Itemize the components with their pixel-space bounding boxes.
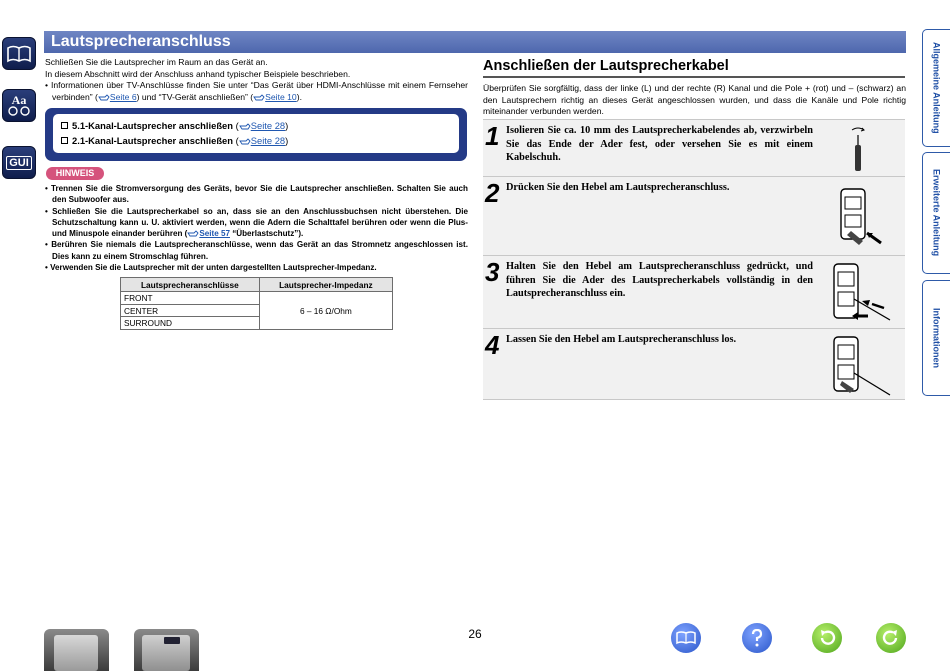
hinweis-text: Schließen Sie die Lautsprecherkabel so an, dass sie an den Anschlussbuchsen nicht überstehen. Die Schutzschaltung kann u. U. aktiviert werden, wenn die Adern die Schalttafel berühren oder wenn die Plus- und Minuspole einander berühren ( (52, 206, 468, 239)
terminal-press-icon (833, 183, 893, 249)
chapter-link-page[interactable]: Seite 28 (250, 120, 286, 131)
checkbox-icon (61, 137, 68, 144)
book-icon[interactable] (2, 37, 36, 70)
tab-allgemeine-anleitung[interactable] (922, 29, 950, 147)
chapter-link-box (45, 108, 467, 161)
link-seite-10[interactable]: Seite 10 (265, 91, 297, 102)
gui-label: GUI (6, 156, 32, 170)
table-header: Lautsprecheranschlüsse (121, 278, 260, 292)
table-cell: CENTER (121, 304, 260, 317)
back-icon (818, 629, 836, 647)
tab-erweiterte-anleitung[interactable] (922, 152, 950, 274)
table-header-row (121, 278, 393, 292)
hinweis-text: Berühren Sie niemals die Lautsprecheranschlüsse, wenn das Gerät an das Stromnetz angeschlossen ist. Dies kann zu einem Stromschlag führen. (51, 240, 468, 261)
hinweis-list (45, 183, 468, 273)
step-text: Isolieren Sie ca. 10 mm des Lautsprecherkabelendes ab, verzwirbeln Sie das Ende der Ader fest, oder versehen Sie es mit einem Kabelschuh. (506, 125, 813, 164)
hand-pointer-icon (98, 94, 110, 101)
back-button[interactable] (812, 623, 842, 653)
device-display-thumbnail[interactable] (134, 629, 199, 671)
step-text: Lassen Sie den Hebel am Lautsprecheranschluss los. (506, 334, 737, 345)
link-seite-6[interactable]: Seite 6 (109, 91, 137, 102)
section-intro: Überprüfen Sie sorgfältig, dass der linke (L) und der rechte (R) Kanal und die Pole + (rot) und – (schwarz) an den Lautsprechern richtig an dieses Gerät angeschlossen wurden, und dass die Kanäle und Pole richtig miteinander verbunden werden. (483, 83, 906, 117)
impedance-value: 6 – 16 Ω/Ohm (259, 292, 392, 330)
tab-informationen[interactable] (922, 280, 950, 396)
step-4 (483, 328, 905, 400)
checkbox-icon (61, 122, 68, 129)
tab-label: Erweiterte Anleitung (931, 169, 942, 257)
intro-line-1: Schließen Sie die Lautsprecher im Raum an das Gerät an. (45, 57, 268, 67)
help-button[interactable] (742, 623, 772, 653)
intro-bullet-text: Informationen über TV-Anschlüsse finden Sie unter “Das Gerät über HDMI-Anschlüsse mit einem Fernseher verbinden” ( (50, 80, 468, 102)
chapter-link-page[interactable]: Seite 28 (250, 134, 286, 146)
intro-text (45, 57, 468, 103)
table-cell: SURROUND (121, 317, 260, 330)
hand-pointer-icon (239, 138, 251, 145)
font-settings-label: Aa (11, 93, 27, 107)
step-text: Halten Sie den Hebel am Lautsprecheranschluss gedrückt, und führen Sie die Ader des Lautsprecherkabels vollständig in den Lautsprecheranschluss ein. (506, 261, 813, 300)
table-header: Lautsprecher-Impedanz (259, 278, 392, 292)
hinweis-text: Trennen Sie die Stromversorgung des Geräts, bevor Sie die Lautsprecher anschließen. Schalten Sie auch den Subwoofer aus. (50, 184, 468, 205)
chapter-link-label: 2.1-Kanal-Lautsprecher anschließen (72, 134, 233, 146)
terminal-release-icon (828, 333, 893, 399)
page-title: Lautsprecheranschluss (44, 31, 906, 53)
step-text: Drücken Sie den Hebel am Lautsprecheranschluss. (506, 182, 730, 193)
forward-button[interactable] (876, 623, 906, 653)
help-icon (750, 629, 764, 647)
chapter-link-list (53, 114, 459, 153)
hinweis-badge: HINWEIS (46, 167, 104, 180)
hinweis-text: Verwenden Sie die Lautsprecher mit der unten dargestellten Lautsprecher-Impedanz. (50, 263, 377, 273)
step-number: 4 (485, 330, 500, 360)
hinweis-item: • Trennen Sie die Stromversorgung des Geräts, bevor Sie die Lautsprecher anschließen. Schalten Sie auch den Subwoofer aus. (45, 184, 468, 205)
step-1 (483, 119, 905, 176)
page-number: 26 (468, 627, 482, 641)
wire-strip-icon (843, 125, 873, 173)
hinweis-item: • Verwenden Sie die Lautsprecher mit der unten dargestellten Lautsprecher-Impedanz. (45, 263, 377, 273)
step-number: 2 (485, 178, 500, 208)
table-row (121, 292, 393, 305)
tab-label: Informationen (931, 308, 942, 368)
gui-icon[interactable] (2, 146, 36, 179)
hinweis-text-end: “Überlastschutz”). (229, 229, 304, 239)
contents-icon (676, 631, 696, 645)
tab-label: Allgemeine Anleitung (931, 42, 942, 134)
chapter-link-2-1[interactable]: 2.1-Kanal-Lautsprecher anschließen ( Seite 28) (61, 134, 451, 149)
step-number: 1 (485, 121, 500, 151)
hinweis-item: • Schließen Sie die Lautsprecherkabel so an, dass sie an den Anschlussbuchsen nicht überstehen. Die Schutzschaltung kann u. U. aktiviert werden, wenn die Adern die Schalttafel berühren oder wenn die Plus- und Minuspole einander berühren ( Seite 57 “Überlastschutz”). (45, 206, 468, 239)
hand-pointer-icon (239, 123, 251, 130)
step-2 (483, 176, 905, 255)
intro-bullet: • Informationen über TV-Anschlüsse finden Sie unter “Das Gerät über HDMI-Anschlüsse mit einem Fernseher verbinden” ( Seite 6) und “TV-Gerät anschließen” ( Seite 10). (45, 80, 468, 102)
section-heading: Anschließen der Lautsprecherkabel (483, 58, 905, 78)
impedance-table (120, 277, 393, 330)
step-number: 3 (485, 257, 500, 287)
link-seite-57[interactable]: Seite 57 (199, 229, 230, 239)
hinweis-item: • Berühren Sie niemals die Lautsprecheranschlüsse, wenn das Gerät an das Stromnetz angeschlossen ist. Dies kann zu einem Stromschlag führen. (45, 240, 468, 261)
chapter-link-label: 5.1-Kanal-Lautsprecher anschließen (72, 120, 233, 131)
forward-icon (882, 629, 900, 647)
hand-pointer-icon (253, 94, 265, 101)
table-cell: FRONT (121, 292, 260, 305)
device-front-thumbnail[interactable] (44, 629, 109, 671)
intro-line-2: In diesem Abschnitt wird der Anschluss anhand typischer Beispiele beschrieben. (45, 68, 351, 79)
contents-button[interactable] (671, 623, 701, 653)
step-3 (483, 255, 905, 328)
terminal-insert-icon (828, 260, 893, 326)
intro-bullet-mid: ) und “TV-Gerät anschließen” ( (136, 91, 254, 102)
intro-bullet-end: ). (296, 91, 302, 102)
hand-pointer-icon (187, 230, 199, 237)
chapter-link-5-1[interactable]: 5.1-Kanal-Lautsprecher anschließen ( Seite 28) (61, 119, 451, 134)
font-settings-icon[interactable] (2, 89, 36, 122)
